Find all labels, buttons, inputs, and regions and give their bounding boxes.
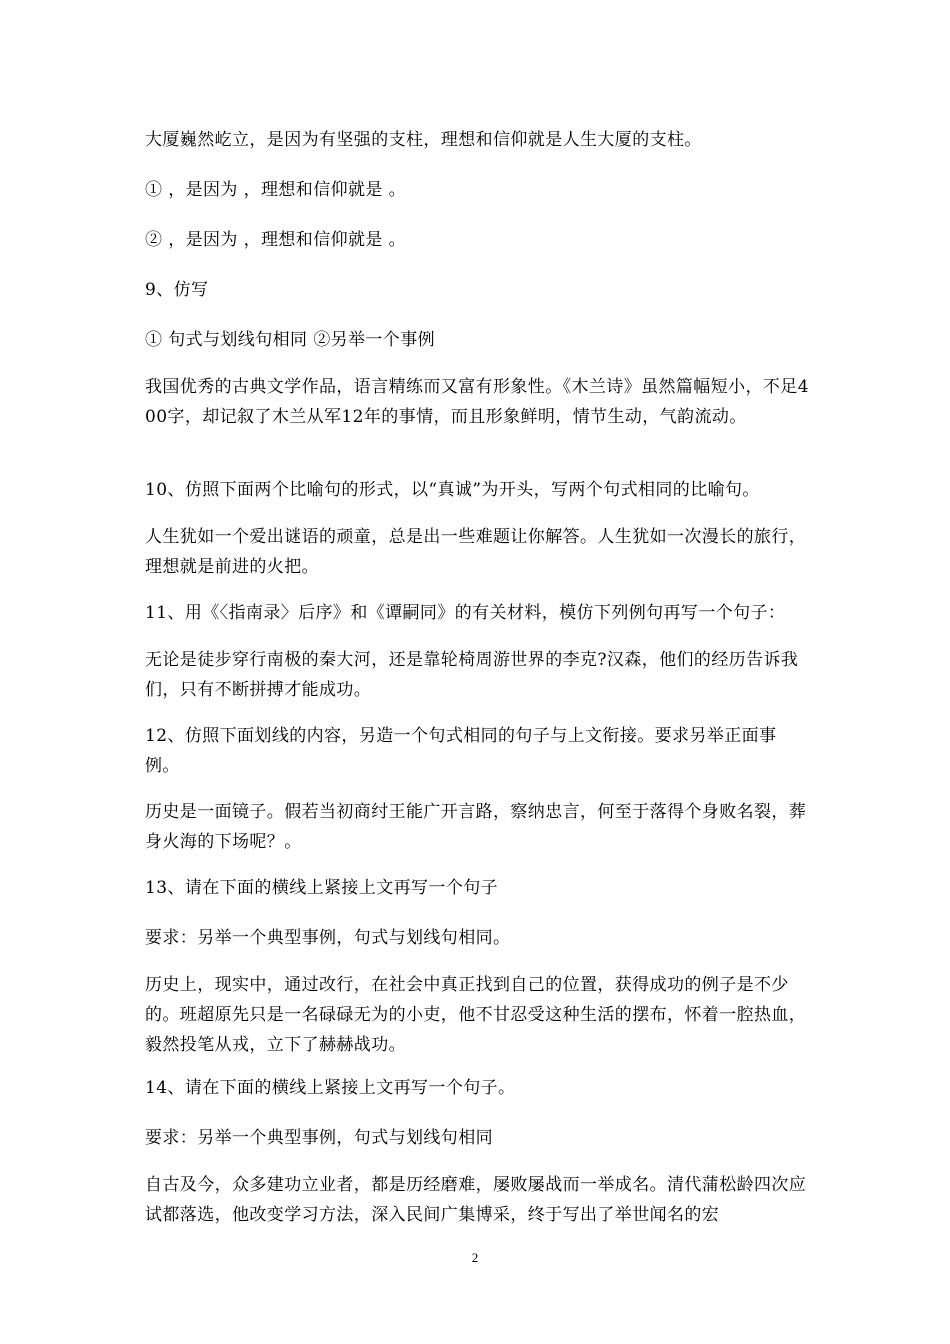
paragraph-blank-1: ① ，是因为 ，理想和信仰就是 。 [145, 180, 407, 200]
question-14-requirements: 要求：另举一个典型事例，句式与划线句相同 [145, 1128, 493, 1148]
question-9-passage: 我国优秀的古典文学作品，语言精练而又富有形象性。《木兰诗》虽然篇幅短小，不足400字，却记叙了木兰从军12年的事情，而且形象鲜明，情节生动，气韵流动。 [145, 377, 809, 427]
question-13-heading: 13、请在下面的横线上紧接上文再写一个句子 [145, 878, 499, 898]
page-number: 2 [471, 1250, 479, 1265]
question-13-requirements: 要求：另举一个典型事例，句式与划线句相同。 [145, 928, 511, 948]
paragraph-blank-2: ② ，是因为 ，理想和信仰就是 。 [145, 230, 407, 250]
question-11-heading: 11、用《〈指南录〉后序》和《谭嗣同》的有关材料，模仿下列例句再写一个句子： [145, 603, 786, 623]
question-13-passage: 历史上，现实中，通过改行，在社会中真正找到自己的位置，获得成功的例子是不少的。班超原先只是一名碌碌无为的小吏，他不甘忍受这种生活的摆布，怀着一腔热血，毅然投笔从戎，立下了赫赫战功。 [145, 975, 807, 1055]
question-14-passage: 自古及今，众多建功立业者，都是历经磨难，屡败屡战而一举成名。清代蒲松龄四次应试都落选，他改变学习方法，深入民间广集博采，终于写出了举世闻名的宏 [145, 1175, 807, 1225]
question-10-passage: 人生犹如一个爱出谜语的顽童，总是出一些难题让你解答。人生犹如一次漫长的旅行，理想就是前进的火把。 [145, 527, 807, 577]
paragraph-pillar-sentence: 大厦巍然屹立，是因为有坚强的支柱，理想和信仰就是人生大厦的支柱。 [145, 130, 702, 150]
question-12-passage: 历史是一面镜子。假若当初商纣王能广开言路，察纳忠言，何至于落得个身败名裂，葬身火海的下场呢？。 [145, 802, 807, 852]
question-10-heading: 10、仿照下面两个比喻句的形式，以“真诚”为开头，写两个句式相同的比喻句。 [145, 480, 760, 500]
question-12-heading: 12、仿照下面划线的内容，另造一个句式相同的句子与上文衔接。要求另举正面事例。 [145, 726, 777, 776]
question-9-requirements: ① 句式与划线句相同 ②另举一个事例 [145, 330, 436, 350]
question-11-passage: 无论是徒步穿行南极的秦大河，还是靠轮椅周游世界的李克?汉森，他们的经历告诉我们，只有不断拼搏才能成功。 [145, 650, 799, 700]
question-14-heading: 14、请在下面的横线上紧接上文再写一个句子。 [145, 1078, 516, 1098]
question-9-heading: 9、仿写 [145, 280, 209, 300]
